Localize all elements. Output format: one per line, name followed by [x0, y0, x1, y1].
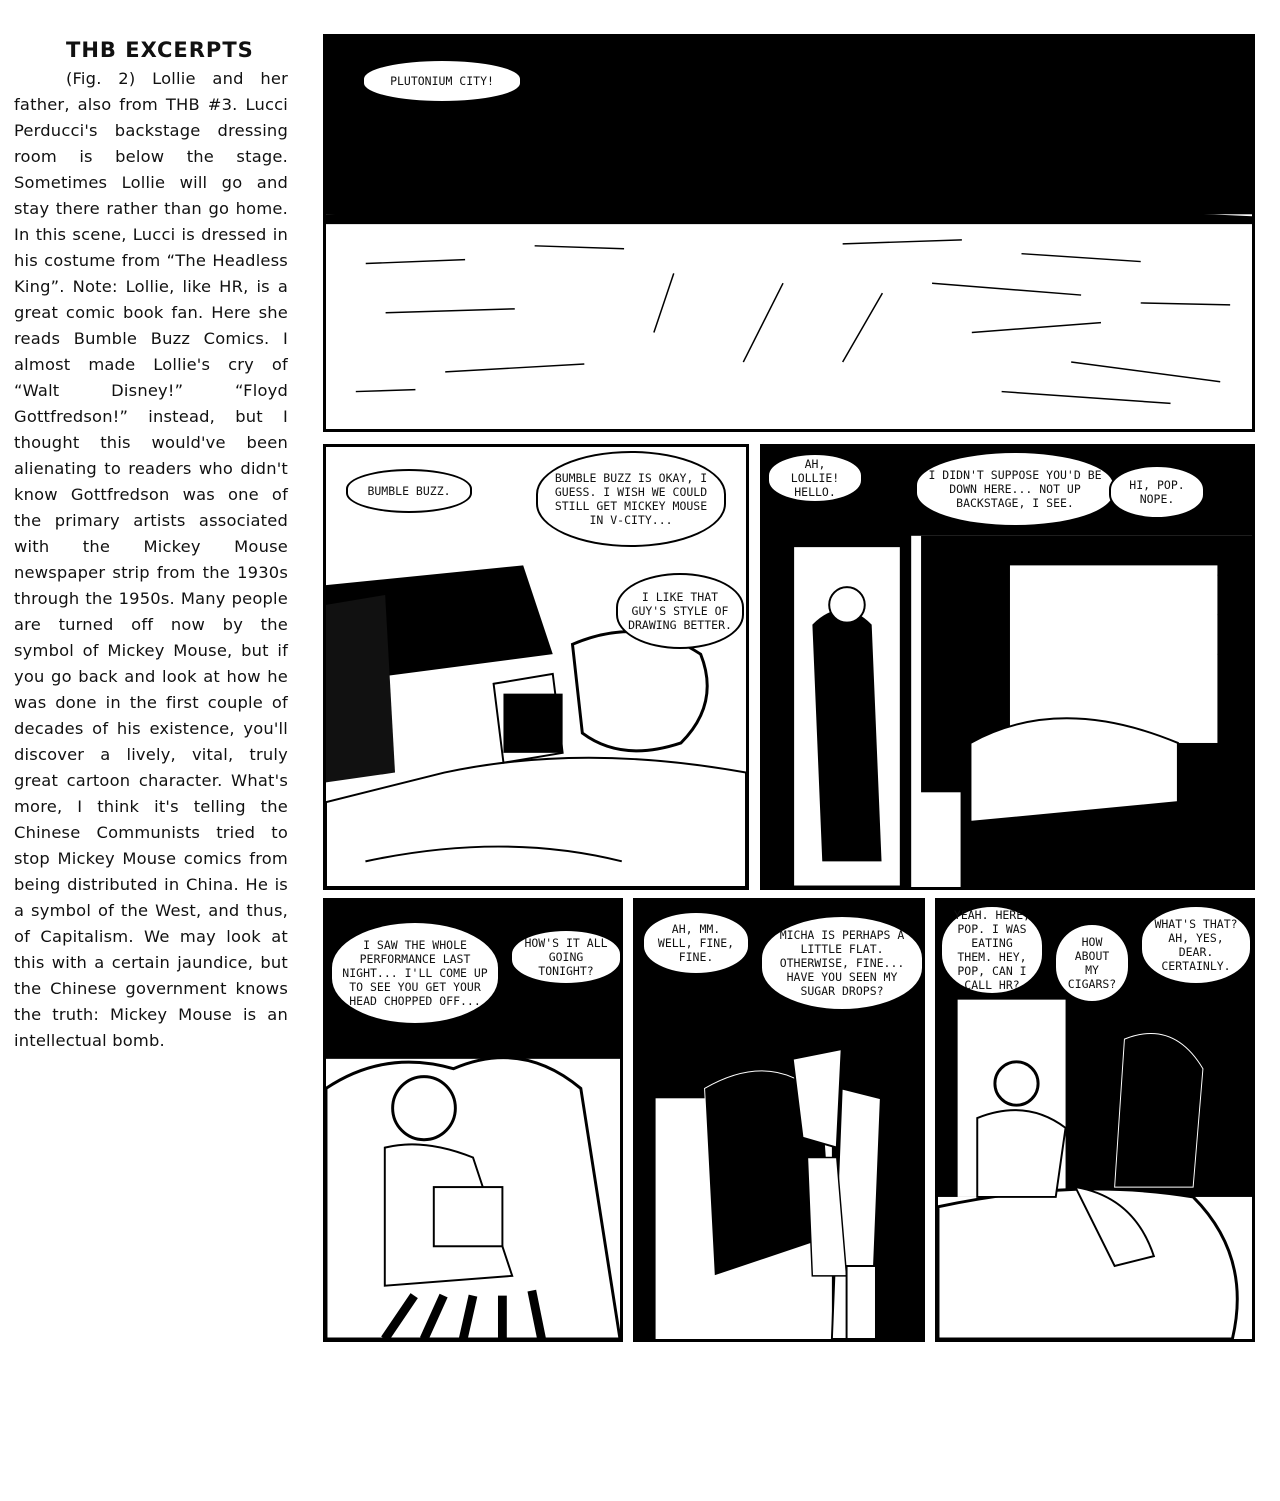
- speech-balloon: AH, LOLLIE! HELLO.: [767, 453, 863, 503]
- speech-balloon: HOW ABOUT MY CIGARS?: [1054, 923, 1130, 1003]
- comic-panel-6: [935, 898, 1255, 1342]
- speech-balloon: WHAT'S THAT? AH, YES, DEAR. CERTAINLY.: [1140, 905, 1252, 985]
- speech-balloon: I SAW THE WHOLE PERFORMANCE LAST NIGHT... I'LL COME UP TO SEE YOU GET YOUR HEAD CHOPPED OFF...: [330, 921, 500, 1025]
- sidebar-body: (Fig. 2) Lollie and her father, also from THB #3. Lucci Perducci's backstage dressing room is below the stage. Sometimes Lollie will go and stay there rather than go home. In this scene, Lucci is dressed in his costume from “The Headless King”. Note: Lollie, like HR, is a great comic book fan. Here she reads Bumble Buzz Comics. I almost made Lollie's cry of “Walt Disney!” “Floyd Gottfredson!” instead, but I thought this would've been alienating to readers who didn't know Gottfredson was one of the primary artists associated with the Mickey Mouse newspaper strip from the 1930s through the 1950s. Many people are turned off now by the symbol of Mickey Mouse, but if you go back and look at how he was done in the first couple of decades of his existence, you'll discover a lively, vital, truly great cartoon character. What's more, I think it's telling the Chinese Communists tried to stop Mickey Mouse comics from being distributed in China. He is a symbol of the West, and thus, of Capitalism. We may look at this with a certain jaundice, but the Chinese government knows the truth: Mickey Mouse is an intellectual bomb.: [14, 69, 288, 1050]
- speech-balloon: BUMBLE BUZZ.: [346, 469, 472, 513]
- speech-balloon: HOW'S IT ALL GOING TONIGHT?: [510, 929, 622, 985]
- comic-panel-2: [323, 444, 749, 890]
- speech-balloon: PLUTONIUM CITY!: [362, 59, 522, 103]
- speech-balloon: HI, POP. NOPE.: [1109, 465, 1205, 519]
- speech-balloon: YEAH. HERE, POP. I WAS EATING THEM. HEY, POP, CAN I CALL HR?: [940, 905, 1044, 995]
- speech-balloon: I DIDN'T SUPPOSE YOU'D BE DOWN HERE... NOT UP BACKSTAGE, I SEE.: [915, 451, 1115, 527]
- sidebar-essay: [14, 38, 288, 1054]
- speech-balloon: AH, MM. WELL, FINE, FINE.: [642, 911, 750, 975]
- comic-panel-4: [323, 898, 623, 1342]
- speech-balloon: BUMBLE BUZZ IS OKAY, I GUESS. I WISH WE COULD STILL GET MICKEY MOUSE IN V-CITY...: [536, 451, 726, 547]
- comic-panel-3: [760, 444, 1255, 890]
- speech-balloon: MICHA IS PERHAPS A LITTLE FLAT. OTHERWISE, FINE... HAVE YOU SEEN MY SUGAR DROPS?: [760, 915, 924, 1011]
- speech-balloon: I LIKE THAT GUY'S STYLE OF DRAWING BETTER.: [616, 573, 744, 649]
- sidebar-heading: THB EXCERPTS: [66, 38, 254, 62]
- comic-panel-1: [323, 34, 1255, 432]
- comic-panel-5: [633, 898, 925, 1342]
